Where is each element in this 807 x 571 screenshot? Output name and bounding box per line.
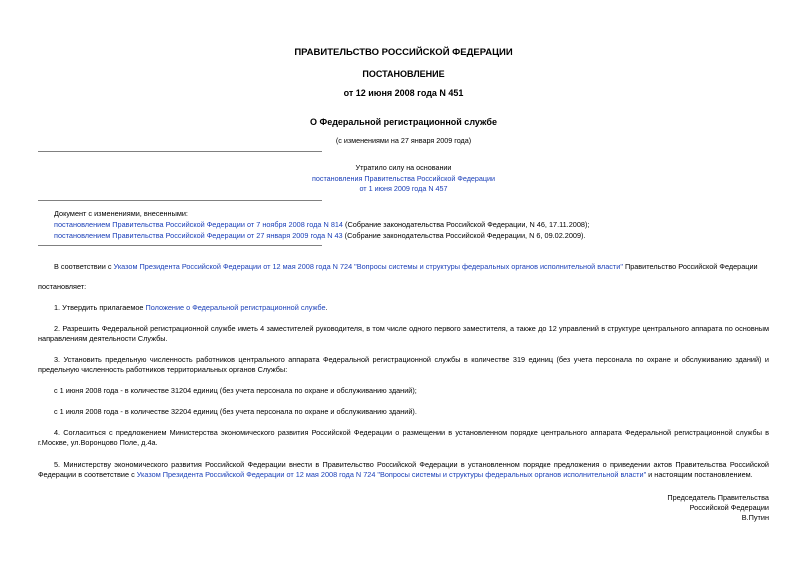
divider	[38, 245, 322, 246]
paragraph-5: 5. Министерству экономического развития Российской Федерации внести в Правительство Российской Федерации в установленном порядке предложения о приведении актов Правительства Российской Федерации в соответствие с Указом Президента Российской Федерации от 12 мая 2008 года N 724 "Вопросы системы и структуры федеральных органов исполнительной власти" и настоящим постановлением.	[38, 460, 769, 479]
expired-basis-link[interactable]: постановления Правительства Российской Федерации	[311, 174, 496, 183]
presidential-decree-link[interactable]: Указом Президента Российской Федерации от 12 мая 2008 года N 724 "Вопросы системы и структуры федеральных органов исполнительной власти"	[113, 262, 623, 271]
doc-type-heading: ПОСТАНОВЛЕНИЕ	[362, 69, 445, 79]
date-number: от 12 июня 2008 года N 451	[343, 88, 464, 98]
paragraph-3b: с 1 июля 2008 года - в количестве 32204 единиц (без учета персонала по охране и обслуживанию зданий).	[54, 407, 417, 416]
paragraph-4: 4. Согласиться с предложением Министерства экономического развития Российской Федерации о размещении в установленном порядке центрального аппарата Федеральной регистрационной службы в г.Москве, ул.Воронцово Поле, д.4а.	[38, 428, 769, 447]
signature-title-2: Российской Федерации	[689, 503, 769, 512]
paragraph-1: 1. Утвердить прилагаемое Положение о Федеральной регистрационной службе.	[54, 303, 328, 312]
amendments-note: (с изменениями на 27 января 2009 года)	[335, 136, 472, 145]
preamble: В соответствии с Указом Президента Российской Федерации от 12 мая 2008 года N 724 "Вопросы системы и структуры федеральных органов исполнительной власти" Правительство Российской Федерации	[54, 262, 758, 271]
expired-notice: Утратило силу на основании	[355, 163, 452, 172]
divider	[38, 151, 322, 152]
amendment-link-2[interactable]: постановлением Правительства Российской Федерации от 27 января 2009 года N 43	[54, 231, 343, 240]
amendment-link-1[interactable]: постановлением Правительства Российской Федерации от 7 ноября 2008 года N 814	[54, 220, 343, 229]
authority-heading: ПРАВИТЕЛЬСТВО РОССИЙСКОЙ ФЕДЕРАЦИИ	[294, 47, 513, 58]
document-title: О Федеральной регистрационной службе	[310, 117, 497, 127]
decree-word: постановляет:	[38, 282, 87, 291]
changes-intro: Документ с изменениями, внесенными:	[54, 209, 188, 218]
presidential-decree-link-2[interactable]: Указом Президента Российской Федерации от 12 мая 2008 года N 724 "Вопросы системы и структуры федеральных органов исполнительной власти"	[136, 470, 647, 479]
paragraph-3: 3. Установить предельную численность работников центрального аппарата Федеральной регистрационной службы в количестве 319 единиц (без учета персонала по охране и обслуживанию зданий) и предельную численность работников территориальных органов Службы:	[38, 355, 769, 374]
changes-item: постановлением Правительства Российской Федерации от 27 января 2009 года N 43 (Собрание законодательства Российской Федерации, N 6, 09.02.2009).	[54, 231, 586, 240]
signature-name: В.Путин	[741, 513, 769, 522]
divider	[38, 200, 322, 201]
expired-basis-link-date[interactable]: от 1 июня 2009 года N 457	[359, 184, 448, 193]
signature-title: Председатель Правительства	[667, 493, 769, 502]
changes-item: постановлением Правительства Российской Федерации от 7 ноября 2008 года N 814 (Собрание законодательства Российской Федерации, N 46, 17.11.2008);	[54, 220, 590, 229]
paragraph-3a: с 1 июня 2008 года - в количестве 31204 единиц (без учета персонала по охране и обслуживанию зданий);	[54, 386, 417, 395]
paragraph-2: 2. Разрешить Федеральной регистрационной службе иметь 4 заместителей руководителя, в том числе одного первого заместителя, а также до 12 управлений в структуре центрального аппарата по основным направлениям деятельности Службы.	[38, 324, 769, 343]
regulation-link[interactable]: Положение о Федеральной регистрационной службе	[145, 303, 326, 312]
